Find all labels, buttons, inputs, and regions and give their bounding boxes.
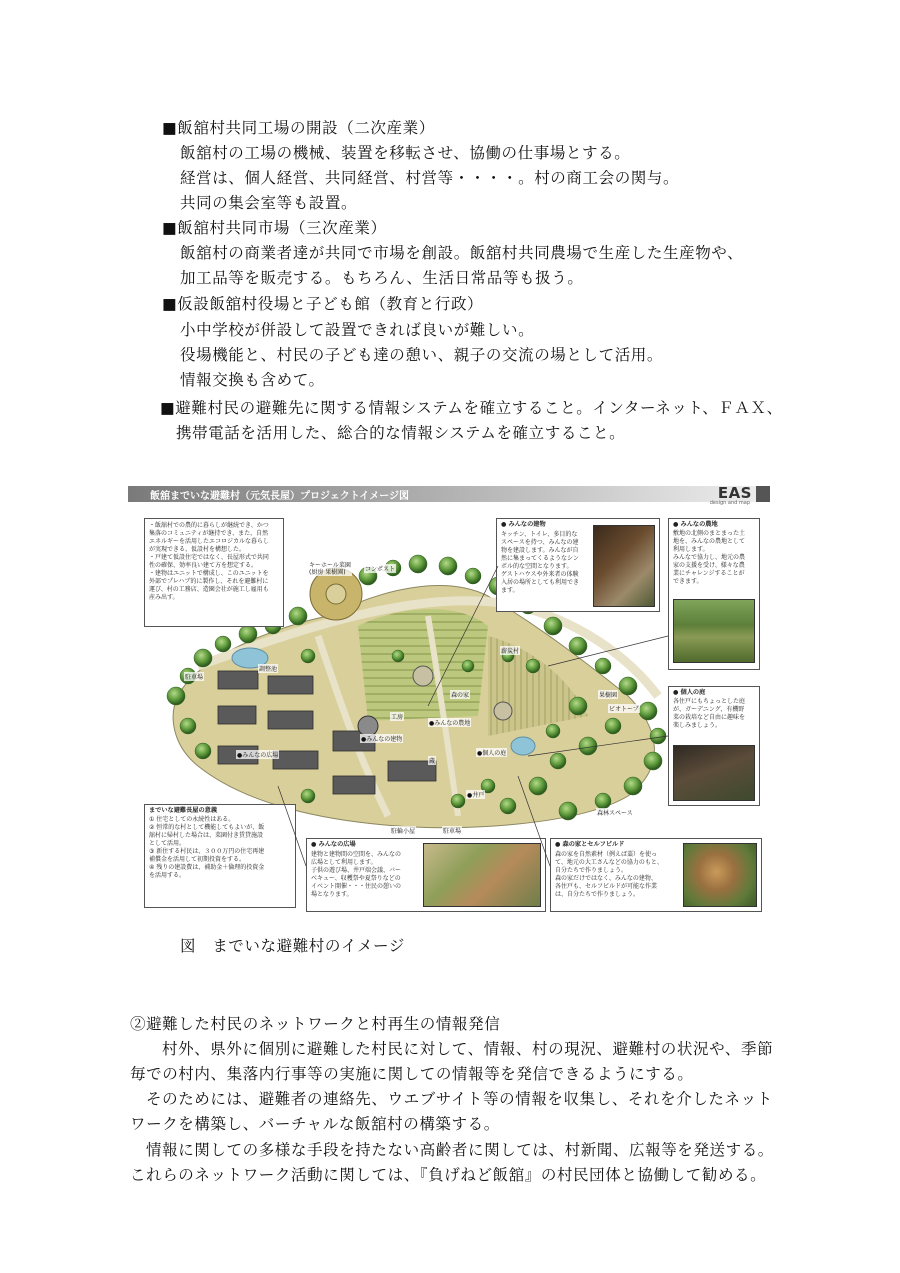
network-paragraph: 村外、県外に個別に避難した村民に対して、情報、村の現況、避難村の状況や、季節 — [162, 1040, 774, 1058]
forest-line: 自分たちで作りましょう。 — [555, 867, 627, 874]
meaning-line: 舘村に帰村した場合は、菜園付き賃貸施設 — [149, 832, 264, 839]
building-line: 然に集まってくるようなシン — [501, 555, 579, 562]
forest-line: 各住戸も、セルフビルドが可能な作業 — [555, 883, 658, 890]
section-text: 飯舘村の商業者達が共同で市場を創設。飯舘村共同農場で生産した生産物や、 — [180, 244, 744, 262]
meaning-line: ③ 新住する村民は、３００万円の住宅再建 — [149, 848, 265, 855]
meaning-line: ④ 残りの建設費は、補助金＋倫理的投資金 — [149, 864, 265, 871]
farm-line: みんなで協力し、地元の農 — [673, 554, 746, 561]
farm-box-title: ● みんなの農地 — [673, 521, 718, 528]
section-text: 経営は、個人経営、共同経営、村営等・・・・。村の商工会の関与。 — [180, 169, 680, 187]
map-label-everyone-farm: ●みんなの農地 — [429, 720, 471, 727]
plaza-line: イベント開催・・・住民の憩いの — [311, 883, 402, 890]
map-label-forest-space: 森林スペース — [597, 810, 633, 817]
map-label-bicycle: 駐輪小屋 — [391, 828, 416, 835]
map-label-everyone-building: ●みんなの建物 — [361, 736, 403, 743]
section-text: 役場機能と、村民の子ども達の憩い、親子の交流の場として活用。 — [180, 346, 664, 364]
plaza-line: 子供の遊び場、井戸端会議、バー — [311, 867, 402, 874]
farm-line: 家の支援を受け、様々な農 — [673, 562, 745, 569]
meaning-line: ② 恒常的な村として機能してもよいが、飯 — [149, 824, 265, 831]
eas-logo: EAS — [717, 484, 752, 502]
section-title-office: ■仮設飯舘村役場と子ども館（教育と行政） — [162, 295, 484, 313]
plaza-line: 場となります。 — [311, 891, 353, 898]
meaning-line: を活用する。 — [149, 872, 186, 879]
map-label-charcoal: 薪炭村 — [501, 648, 520, 655]
figure-header-title: 飯舘までいな避難村（元気長屋）プロジェクトイメージ図 — [150, 491, 409, 502]
section-text: 共同の集会室等も設置。 — [180, 194, 358, 212]
building-line: スペースを持つ、みんなの建 — [501, 539, 579, 546]
garden-line: 菜の栽培など自由に趣味を — [673, 714, 746, 721]
farm-line: できます。 — [673, 578, 703, 585]
section-text: 情報交換も含めて。 — [180, 371, 325, 389]
meaning-box-title: までいな避難長屋の意義 — [149, 807, 218, 814]
building-line: ゲストハウスや外来者の体験 — [501, 571, 579, 578]
map-label-well: ●井戸 — [467, 792, 485, 799]
farm-line: 業にチャレンジすることが — [673, 570, 745, 577]
plaza-box-title: ● みんなの広場 — [311, 841, 356, 848]
map-label-private-garden: ●個人の庭 — [477, 750, 507, 757]
map-label-pond: 調整池 — [259, 666, 278, 673]
plaza-line: 建物と建物間の空間を、みんなの — [311, 851, 402, 858]
building-line: 物を建設します。みんなが自 — [501, 547, 579, 554]
intro-line: が実現できる、仮設村を構想した。 — [149, 546, 246, 553]
plaza-line: ベキュー、収穫祭や夏祭りなどの — [311, 875, 401, 882]
map-label-parking-top: 駐車場 — [185, 674, 204, 681]
building-line: 入居の場所としても利用でき — [501, 579, 580, 586]
forest-line: 森の家を自然素材（例えば藁）を使っ — [555, 851, 658, 858]
project-image-figure — [128, 486, 770, 912]
farm-line: 地を、みんなの農地として — [673, 538, 746, 545]
info-system-line1: ■避難村民の避難先に関する情報システムを確立すること。インターネット、ＦＡＸ、 — [160, 399, 783, 417]
intro-line: ・戸建て仮設住宅ではなく、長屋形式で共同 — [149, 554, 269, 561]
network-paragraph: 毎での村内、集落内行事等の実施に関しての情報等を発信できるようにする。 — [130, 1065, 694, 1083]
forest-line: 森の家だけではなく、みんなの建物、 — [555, 875, 657, 882]
figure-caption: 図 までいな避難村のイメージ — [180, 937, 405, 955]
section-title-factory: ■飯舘村共同工場の開設（二次産業） — [162, 119, 435, 137]
network-paragraph: これらのネットワーク活動に関しては、『負げねど飯舘』の村民団体と協働して勧める。 — [130, 1166, 767, 1184]
garden-box-title: ● 個人の庭 — [673, 689, 706, 696]
map-label-kura: 蔵 — [429, 758, 436, 765]
building-line: キッチン、トイレ、多目的な — [501, 531, 578, 538]
logo-subtext: design and map — [709, 500, 750, 506]
section-text: 加工品等を販売する。もちろん、生活日常品等も扱う。 — [180, 269, 584, 287]
map-label-workshop: 工房 — [391, 714, 404, 721]
info-system-line2: 携帯電話を活用した、総合的な情報システムを確立すること。 — [176, 424, 626, 442]
forest-line: は、自分たちで作りましょう。 — [555, 891, 639, 898]
network-title: ②避難した村民のネットワークと村再生の情報発信 — [130, 1015, 501, 1033]
intro-line: 性の確保、効率良い建て方を想定する。 — [149, 562, 258, 569]
map-label-orchard: 果樹園 — [599, 692, 618, 699]
garden-line: 楽しみましょう。 — [673, 722, 722, 729]
map-label-compost: コンポスト — [365, 566, 396, 573]
meaning-line: 補償金を活用して初期投資をする。 — [149, 856, 246, 863]
building-line: ボル的な空間となります。 — [501, 563, 573, 570]
network-paragraph: そのためには、避難者の連絡先、ウエブサイト等の情報を収集し、それを介したネット — [146, 1090, 773, 1108]
plaza-line: 広場として利用します。 — [311, 859, 377, 866]
intro-line: 外部でプレハブ的に製作し、それを避難村に — [149, 578, 269, 585]
network-paragraph: 情報に関しての多様な手段を持たない高齢者に関しては、村新聞、広報等を発送する。 — [146, 1141, 774, 1159]
section-title-market: ■飯舘村共同市場（三次産業） — [162, 219, 387, 237]
map-label-everyone-plaza: ●みんなの広場 — [237, 752, 279, 759]
map-label-keyhole: キーホール菜園 (厨房 果樹園) — [309, 562, 351, 576]
map-label-forest-house: 森の家 — [451, 692, 470, 699]
intro-line: エネルギーを活用したエコロジカルな暮らし — [149, 538, 270, 545]
intro-line: 運び、村の工務店、造園会社が施工し雇用も — [149, 586, 269, 593]
meaning-line: ① 住宅としての永続性はある。 — [149, 816, 235, 823]
map-label-parking-bottom: 駐車場 — [443, 828, 462, 835]
farm-line: 敷地の北側のまとまった土 — [673, 530, 746, 537]
network-paragraph: ワークを構築し、バーチャルな飯舘村の構築する。 — [130, 1115, 500, 1133]
section-text: 飯舘村の工場の機械、装置を移転させ、協働の仕事場とする。 — [180, 144, 631, 162]
building-box-title: ● みんなの建物 — [501, 521, 546, 528]
leader-lines — [128, 486, 770, 912]
map-label-biotope: ビオトープ — [609, 706, 639, 713]
intro-line: ・建物はユニットで構成し、このユニットを — [149, 570, 269, 577]
intro-line: 産み出す。 — [149, 594, 179, 601]
building-line: ます。 — [501, 587, 519, 594]
forest-line: て、地元の大工さんなどの協力のもと、 — [555, 859, 663, 866]
intro-line: ・飯舘村での農的に暮らしが継続でき、かつ — [149, 522, 269, 529]
farm-line: 利用します。 — [673, 546, 709, 553]
forest-box-title: ● 森の家とセルフビルド — [555, 841, 625, 848]
intro-line: 集落のコミュニティが継持でき、また、自然 — [149, 530, 269, 537]
garden-line: が、ガーデニング、有機野 — [673, 706, 745, 713]
garden-line: 各住戸にもちょっとした庭 — [673, 698, 746, 705]
section-text: 小中学校が併設して設置できれば良いが難しい。 — [180, 321, 535, 339]
meaning-line: として活用。 — [149, 840, 186, 847]
